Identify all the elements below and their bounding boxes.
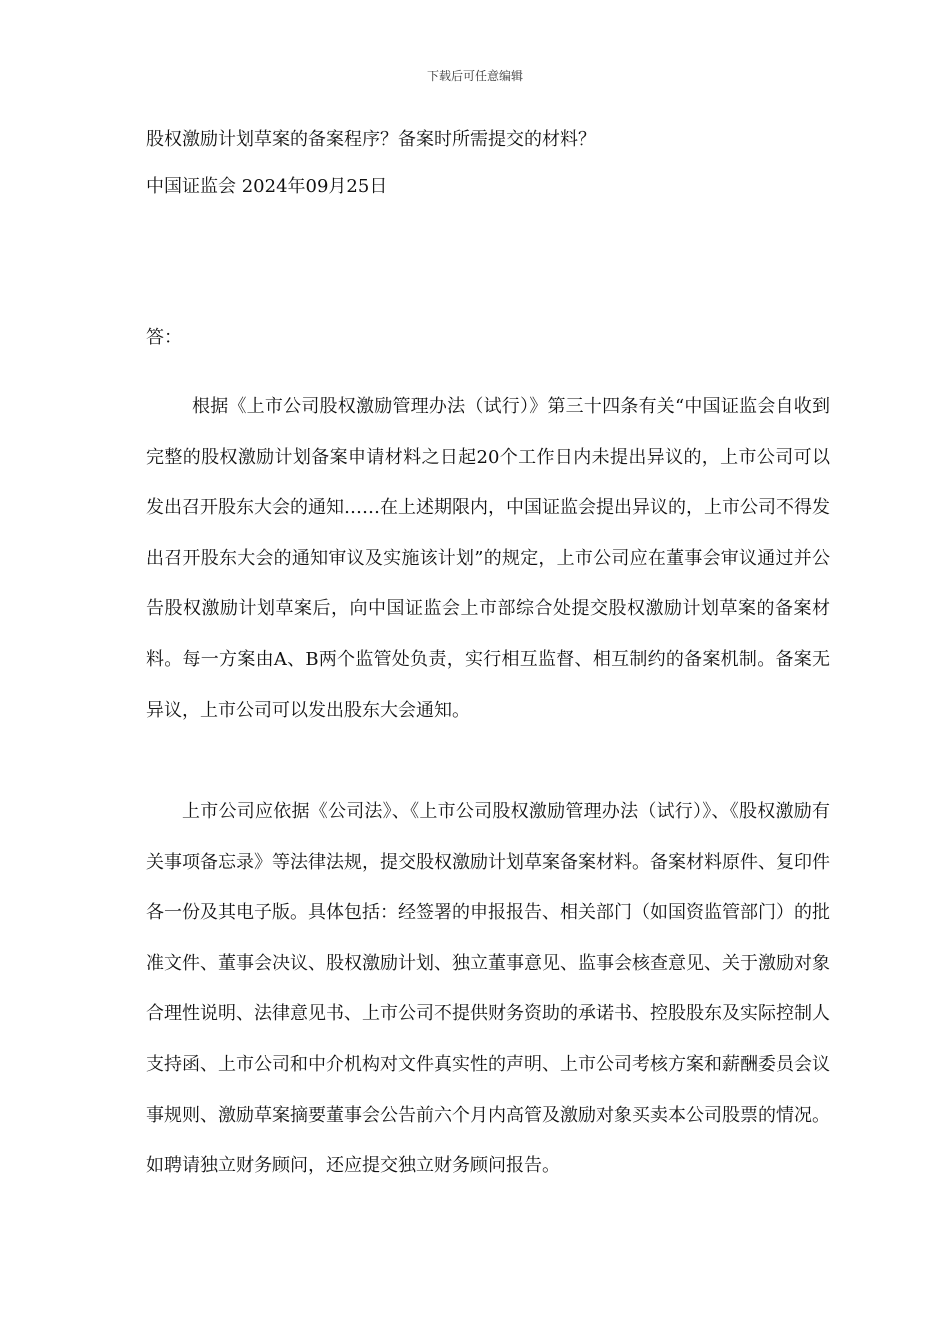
body-paragraph-1: 根据《上市公司股权激励管理办法（试行）》第三十四条有关“中国证监会自收到完整的股权激励计划备案申请材料之日起20个工作日内未提出异议的，上市公司可以发出召开股东大会的通知……在上述期限内，中国证监会提出异议的，上市公司不得发出召开股东大会的通知审议及实施该计划”的规定，上市公司应在董事会审议通过并公告股权激励计划草案后，向中国证监会上市部综合处提交股权激励计划草案的备案材料。每一方案由A、B两个监管处负责，实行相互监督、相互制约的备案机制。备案无异议，上市公司可以发出股东大会通知。 [146,396,830,721]
document-title: 股权激励计划草案的备案程序？备案时所需提交的材料？ [146,129,596,150]
header-note: 下载后可任意编辑 [426,69,523,83]
body-paragraph-2: 上市公司应依据《公司法》、《上市公司股权激励管理办法（试行）》、《股权激励有关事项备忘录》等法律法规，提交股权激励计划草案备案材料。备案材料原件、复印件各一份及其电子版。具体包括：经签署的申报报告、相关部门（如国资监管部门）的批准文件、董事会决议、股权激励计划、独立董事意见、监事会核查意见、关于激励对象合理性说明、法律意见书、上市公司不提供财务资助的承诺书、控股股东及实际控制人支持函、上市公司和中介机构对文件真实性的声明、上市公司考核方案和薪酬委员会议事规则、激励草案摘要董事会公告前六个月内高管及激励对象买卖本公司股票的情况。如聘请独立财务顾问，还应提交独立财务顾问报告。 [146,801,830,1177]
source-date-line: 中国证监会 2024年09月25日 [146,176,388,197]
answer-label: 答： [146,327,182,348]
